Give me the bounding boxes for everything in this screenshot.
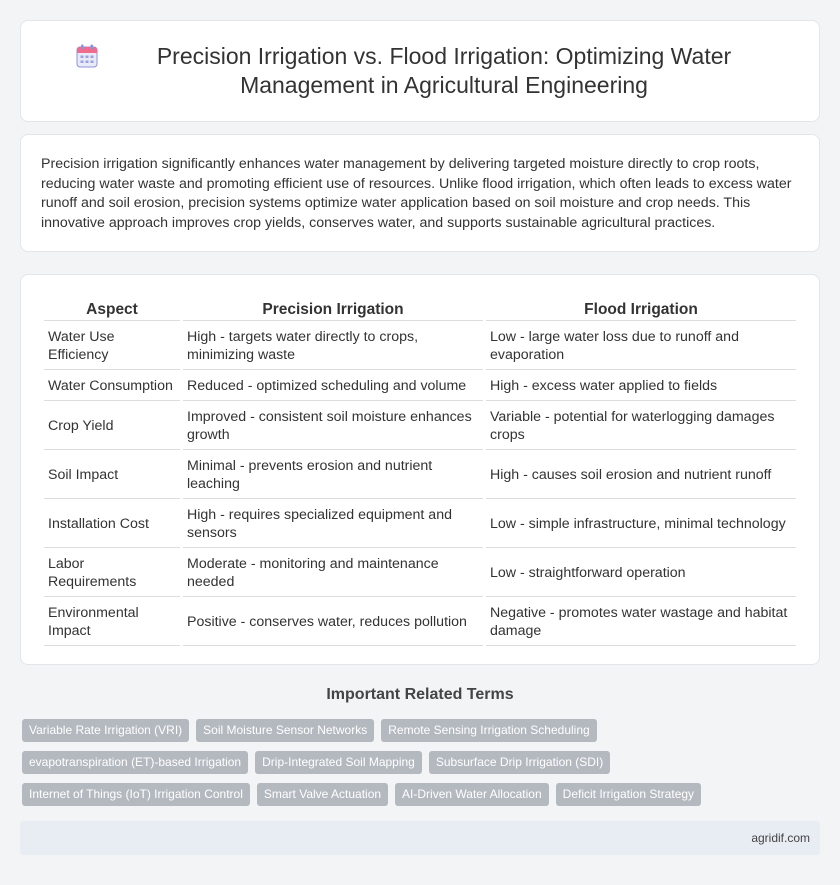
term-row (22, 783, 822, 806)
cell-flood: Negative - promotes water wastage and habitat damage (486, 597, 796, 646)
cell-flood: Low - straightforward operation (486, 548, 796, 597)
header-aspect: Aspect (44, 295, 180, 321)
term-row (22, 751, 822, 774)
cell-aspect: Water Use Efficiency (44, 321, 180, 370)
table-row (44, 321, 796, 370)
intro-card (20, 134, 820, 252)
table-row (44, 499, 796, 548)
term-tag[interactable]: Remote Sensing Irrigation Scheduling (381, 719, 596, 742)
term-tag[interactable]: AI-Driven Water Allocation (395, 783, 549, 806)
comparison-table (41, 295, 799, 646)
cell-flood: Low - simple infrastructure, minimal technology (486, 499, 796, 548)
intro-paragraph: Precision irrigation significantly enhances water management by delivering targeted moisture directly to crop roots, reducing water waste and promoting efficient use of resources. Unlike flood irrigation, which often leads to excess water runoff and soil erosion, precision systems optimize water application based on soil moisture and crop needs. This innovative approach improves crop yields, conserves water, and supports sustainable agricultural practices. (41, 156, 792, 231)
term-tag[interactable]: Drip-Integrated Soil Mapping (255, 751, 422, 774)
table-row (44, 450, 796, 499)
related-terms-heading: Important Related Terms (326, 686, 514, 703)
cell-aspect: Environmental Impact (44, 597, 180, 646)
term-tag[interactable]: evapotranspiration (ET)-based Irrigation (22, 751, 248, 774)
table-header-row (44, 295, 796, 321)
term-row (22, 719, 822, 742)
cell-flood: High - excess water applied to fields (486, 370, 796, 401)
table-row (44, 597, 796, 646)
term-tag[interactable]: Deficit Irrigation Strategy (556, 783, 701, 806)
table-row (44, 401, 796, 450)
cell-precision: Moderate - monitoring and maintenance needed (183, 548, 483, 597)
cell-precision: High - targets water directly to crops, minimizing waste (183, 321, 483, 370)
header-precision: Precision Irrigation (183, 295, 483, 321)
calendar-icon (76, 44, 98, 68)
cell-precision: Improved - consistent soil moisture enhances growth (183, 401, 483, 450)
related-terms (22, 719, 822, 815)
cell-precision: High - requires specialized equipment and sensors (183, 499, 483, 548)
term-tag[interactable]: Internet of Things (IoT) Irrigation Control (22, 783, 250, 806)
footer (20, 821, 820, 855)
cell-precision: Positive - conserves water, reduces pollution (183, 597, 483, 646)
cell-aspect: Water Consumption (44, 370, 180, 401)
cell-precision: Reduced - optimized scheduling and volume (183, 370, 483, 401)
cell-aspect: Labor Requirements (44, 548, 180, 597)
page-title: Precision Irrigation vs. Flood Irrigation: Optimizing Water Management in Agricultural Engineering (156, 43, 732, 98)
term-tag[interactable]: Variable Rate Irrigation (VRI) (22, 719, 189, 742)
title-card (20, 20, 820, 122)
comparison-table-card (20, 274, 820, 665)
cell-precision: Minimal - prevents erosion and nutrient leaching (183, 450, 483, 499)
cell-aspect: Crop Yield (44, 401, 180, 450)
term-tag[interactable]: Soil Moisture Sensor Networks (196, 719, 374, 742)
cell-aspect: Soil Impact (44, 450, 180, 499)
header-flood: Flood Irrigation (486, 295, 796, 321)
term-tag[interactable]: Subsurface Drip Irrigation (SDI) (429, 751, 610, 774)
table-row (44, 370, 796, 401)
table-row (44, 548, 796, 597)
cell-flood: Variable - potential for waterlogging damages crops (486, 401, 796, 450)
cell-aspect: Installation Cost (44, 499, 180, 548)
cell-flood: High - causes soil erosion and nutrient runoff (486, 450, 796, 499)
footer-site[interactable]: agridif.com (751, 831, 810, 845)
term-tag[interactable]: Smart Valve Actuation (257, 783, 388, 806)
title-wrap (60, 42, 780, 100)
cell-flood: Low - large water loss due to runoff and evaporation (486, 321, 796, 370)
